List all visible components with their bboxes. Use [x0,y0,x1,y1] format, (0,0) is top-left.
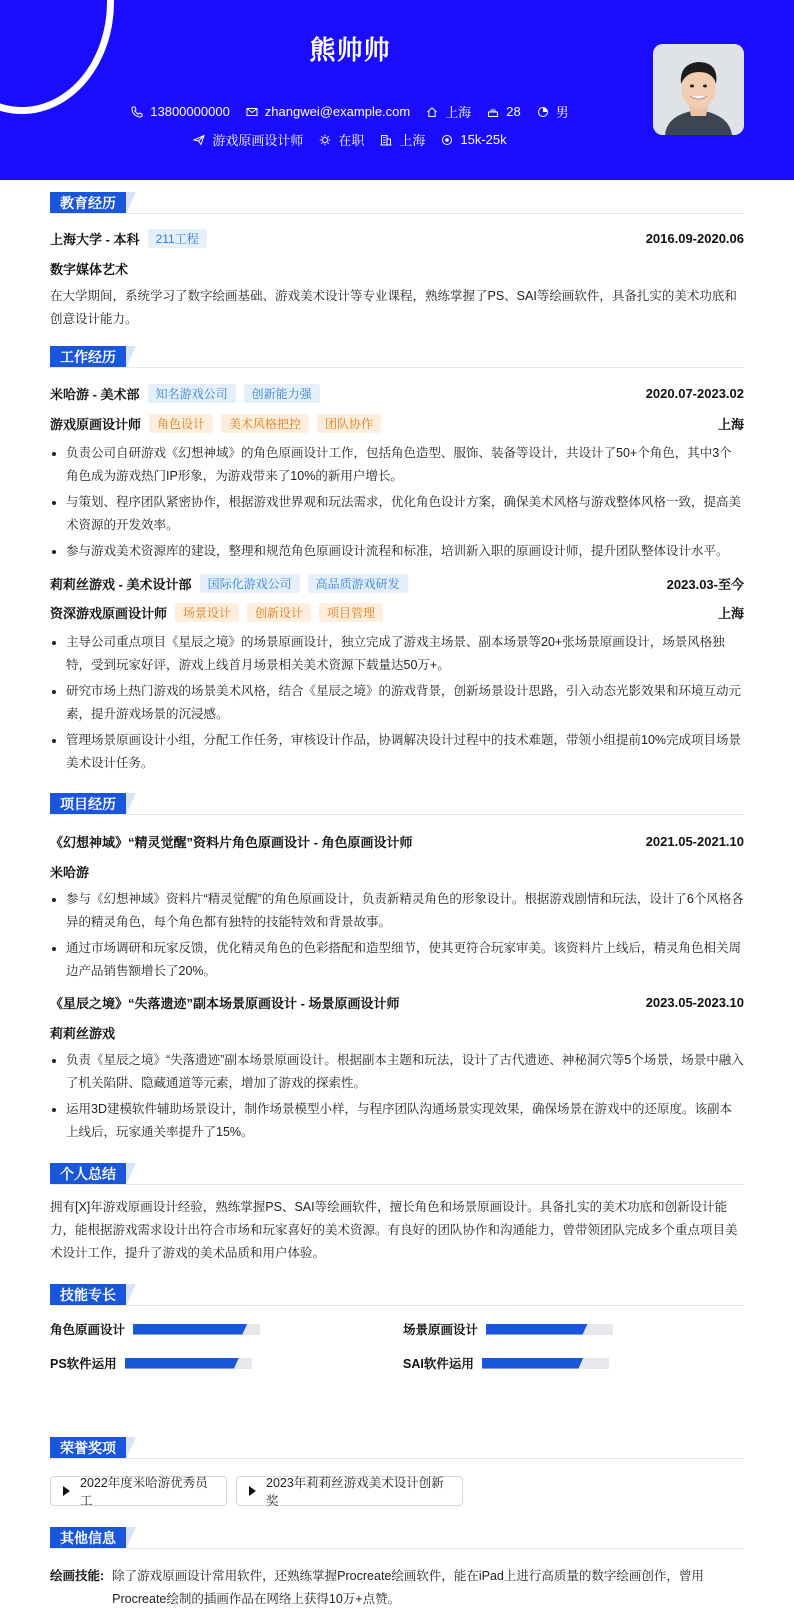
section-divider [50,814,744,815]
company-name: 米哈游 - 美术部 [50,387,140,402]
work-city-text: 上海 [399,133,426,148]
play-triangle-icon [249,1486,256,1496]
section-title-skills: 技能专长 [50,1284,136,1306]
project-bullet: 负责《星辰之境》“失落遗迹”副本场景原画设计。根据副本主题和玩法，设计了古代遗迹、神秘洞穴等5个场景，场景中融入了机关陷阱、隐藏通道等元素，增加了游戏的探索性。 [50,1049,744,1095]
company-tag: 知名游戏公司 [148,384,236,403]
salary-icon [441,134,453,146]
section-title-projects: 项目经历 [50,793,136,815]
skill-item [403,1320,613,1338]
email-info [246,102,410,121]
work-2-header [50,574,744,593]
company-tag: 高品质游戏研发 [308,574,408,593]
school-tag: 211工程 [148,229,207,248]
skill-bar [486,1324,613,1335]
project-1-company [50,862,744,881]
skill-bar-fill [133,1324,247,1335]
skill-tag: 场景设计 [175,603,239,622]
work-bullet: 负责公司自研游戏《幻想神域》的角色原画设计工作，包括角色造型、服饰、装备等设计，共设计了50+个角色，其中3个角色成为游戏热门IP形象，为游戏带来了10%的新用户增长。 [50,442,744,488]
job-row [0,130,700,149]
status-icon [319,134,331,146]
award-chip [236,1476,463,1506]
resume-header [0,0,794,180]
skill-tag: 角色设计 [149,414,213,433]
section-title-education: 教育经历 [50,192,136,214]
skill-item [50,1320,260,1338]
project-company: 莉莉丝游戏 [50,1026,116,1041]
gender-text: 男 [555,105,569,120]
project-bullet: 运用3D建模软件辅助场景设计，制作场景模型小样，与程序团队沟通场景实现效果，确保场景在游戏中的还原度。该副本上线后，玩家通关率提升了15%。 [50,1098,744,1144]
skill-bar [133,1324,260,1335]
skill-name: PS软件运用 [50,1357,117,1371]
company-tag: 国际化游戏公司 [200,574,300,593]
skill-bar-fill [482,1358,584,1369]
project-company: 米哈游 [50,865,90,880]
section-divider [50,1305,744,1306]
work-bullet: 参与游戏美术资源库的建设，整理和规范角色原画设计流程和标准，培训新入职的原画设计师，提升团队整体设计水平。 [50,540,744,563]
project-1-header [50,832,744,851]
contact-row [0,102,700,121]
project-2-company [50,1023,744,1042]
location-info [426,102,471,121]
gender-info [537,102,569,121]
work-city-info [380,130,425,149]
age-info [487,102,520,121]
award-text: 2023年莉莉丝游戏美术设计创新奖 [266,1476,444,1508]
skill-tag: 创新设计 [247,603,311,622]
skill-name: 场景原画设计 [403,1323,479,1337]
send-icon [193,134,205,146]
avatar-portrait [653,44,744,135]
project-2-header [50,993,744,1012]
section-title-awards: 荣誉奖项 [50,1437,136,1459]
company-tag: 创新能力强 [244,384,320,403]
project-title: 《星辰之境》“失落遗迹”副本场景原画设计 - 场景原画设计师 [50,996,400,1011]
work-bullet: 研究市场上热门游戏的场景美术风格，结合《星辰之境》的游戏背景，创新场景设计思路，引入动态光影效果和环境互动元素，提升游戏场景的沉浸感。 [50,680,744,726]
skill-bar [125,1358,252,1369]
project-date: 2023.05-2023.10 [645,995,744,1010]
section-divider [50,1548,744,1549]
work-bullet: 管理场景原画设计小组，分配工作任务，审核设计作品，协调解决设计过程中的技术难题，带领小组提前10%完成项目场景美术设计任务。 [50,729,744,775]
section-title-other: 其他信息 [50,1527,136,1549]
phone-text: 13800000000 [150,104,230,119]
home-icon [426,106,438,118]
project-date: 2021.05-2021.10 [645,834,744,849]
avatar [653,44,744,135]
candidate-name: 熊帅帅 [309,35,391,65]
summary-text: 拥有[X]年游戏原画设计经验，熟练掌握PS、SAI等绘画软件，擅长角色和场景原画设计。具备扎实的美术功底和创新设计能力，能根据游戏需求设计出符合市场和玩家喜好的美术资源。有良好的团队协作和沟通能力，曾带领团队完成多个重点项目美术设计工作，提升了游戏的美术品质和用户体验。 [50,1200,738,1260]
education-header [50,229,744,248]
skill-tag: 项目管理 [319,603,383,622]
other-info-row [50,1565,744,1611]
work-city: 上海 [717,417,744,432]
gender-icon [537,106,549,118]
section-divider [50,1184,744,1185]
email-text: zhangwei@example.com [264,104,411,119]
major-row [50,259,744,278]
role-name: 资深游戏原画设计师 [50,606,168,621]
company-name: 莉莉丝游戏 - 美术设计部 [50,577,192,592]
age-icon [487,106,499,118]
project-bullet: 通过市场调研和玩家反馈，优化精灵角色的色彩搭配和造型细节，使其更符合玩家审美。该资料片上线后，精灵角色相关周边产品销售额增长了20%。 [50,937,744,983]
major-name: 数字媒体艺术 [50,262,129,277]
target-role-info [193,130,303,149]
phone-icon [131,106,143,118]
work-city: 上海 [717,606,744,621]
section-title-summary: 个人总结 [50,1163,136,1185]
location-text: 上海 [445,105,472,120]
skill-bar [482,1358,609,1369]
mail-icon [246,106,258,118]
section-divider [50,213,744,214]
skill-tag: 团队协作 [317,414,381,433]
salary-text: 15k-25k [460,132,507,147]
skill-bar-fill [486,1324,588,1335]
phone-info [131,102,230,121]
award-chip [50,1476,227,1506]
skill-name: 角色原画设计 [50,1323,126,1337]
work-1-header [50,384,744,403]
school-name: 上海大学 - 本科 [50,232,140,247]
other-info-key: 绘画技能: [50,1569,105,1583]
status-info [319,130,364,149]
skill-name: SAI软件运用 [403,1357,474,1371]
target-role-text: 游戏原画设计师 [212,133,304,148]
work-date: 2020.07-2023.02 [645,386,744,401]
work-1-role [50,414,744,433]
section-divider [50,1458,744,1459]
building-icon [380,134,392,146]
award-text: 2022年度米哈游优秀员工 [80,1476,208,1508]
education-description: 在大学期间，系统学习了数字绘画基础、游戏美术设计等专业课程，熟练掌握了PS、SAI等绘画软件，具备扎实的美术功底和创意设计能力。 [50,289,737,326]
section-title-work: 工作经历 [50,346,136,368]
work-bullet: 主导公司重点项目《星辰之境》的场景原画设计，独立完成了游戏主场景、副本场景等20+张场景原画设计，场景风格独特，受到玩家好评，游戏上线首月场景相关美术资源下载量达50万+。 [50,631,744,677]
section-divider [50,367,744,368]
skill-item [50,1354,252,1372]
skill-item [403,1354,609,1372]
work-date: 2023.03-至今 [666,577,744,592]
skill-bar-fill [125,1358,239,1369]
age-text: 28 [506,104,521,119]
status-text: 在职 [338,133,365,148]
role-name: 游戏原画设计师 [50,417,142,432]
play-triangle-icon [63,1486,70,1496]
project-title: 《幻想神域》“精灵觉醒”资料片角色原画设计 - 角色原画设计师 [50,835,413,850]
salary-info [441,130,506,149]
skill-tag: 美术风格把控 [221,414,309,433]
project-bullet: 参与《幻想神域》资料片“精灵觉醒”的角色原画设计，负责新精灵角色的形象设计。根据游戏剧情和玩法，设计了6个风格各异的精灵角色，每个角色都有独特的技能特效和背景故事。 [50,888,744,934]
education-date: 2016.09-2020.06 [645,231,744,246]
other-info-value: 除了游戏原画设计常用软件，还熟练掌握Procreate绘画软件，能在iPad上进行高质量的数字绘画创作，曾用Procreate绘制的插画作品在网络上获得10万+点赞。 [112,1569,704,1606]
work-bullet: 与策划、程序团队紧密协作，根据游戏世界观和玩法需求，优化角色设计方案，确保美术风格与游戏整体风格一致，提高美术资源的开发效率。 [50,491,744,537]
work-2-role [50,603,744,622]
